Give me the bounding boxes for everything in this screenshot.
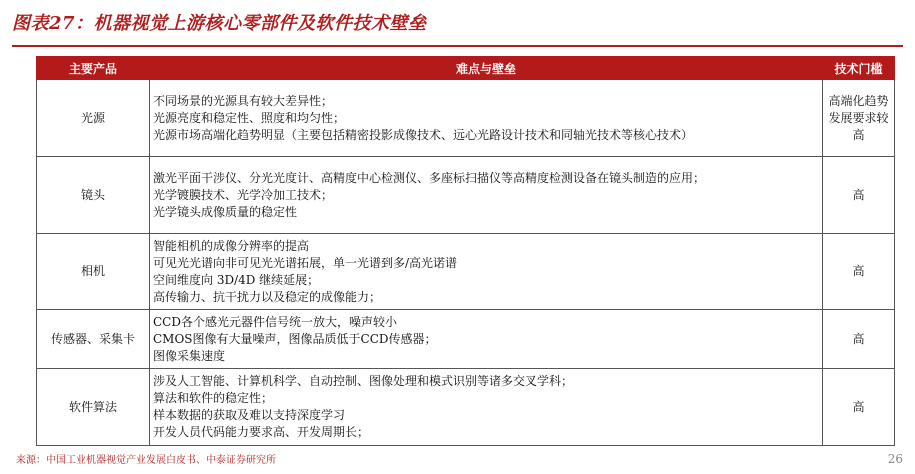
product-cell: 相机 bbox=[37, 234, 150, 310]
difficulties-cell bbox=[150, 369, 823, 446]
difficulty-line: CMOS图像有大量噪声，图像品质低于CCD传感器； bbox=[153, 331, 437, 346]
threshold-cell: 高 bbox=[823, 234, 895, 310]
header-difficulties: 难点与壁垒 bbox=[150, 57, 823, 80]
difficulty-line: 涉及人工智能、计算机科学、自动控制、图像处理和模式识别等诸多交叉学科； bbox=[153, 374, 574, 388]
difficulty-line: 开发人员代码能力要求高、开发周期长； bbox=[153, 425, 370, 439]
product-cell: 软件算法 bbox=[37, 369, 150, 446]
difficulty-line: 光学镀膜技术、光学冷加工技术； bbox=[153, 187, 334, 202]
header-threshold: 技术门槛 bbox=[823, 57, 895, 80]
difficulty-line: 光源亮度和稳定性、照度和均匀性； bbox=[153, 110, 346, 125]
difficulty-line: 图像采集速度 bbox=[153, 348, 226, 363]
difficulty-line: 激光平面干涉仪、分光光度计、高精度中心检测仪、多座标扫描仪等高精度检测设备在镜头制造的应用； bbox=[153, 170, 706, 185]
difficulties-cell bbox=[150, 157, 823, 234]
difficulties-cell bbox=[150, 310, 823, 369]
title-divider bbox=[12, 45, 903, 47]
table-row bbox=[37, 369, 895, 446]
table-row bbox=[37, 310, 895, 369]
barriers-table bbox=[36, 56, 895, 446]
difficulties-cell bbox=[150, 234, 823, 310]
difficulty-line: 样本数据的获取及难以支持深度学习 bbox=[153, 408, 346, 422]
difficulty-line: 光学镜头成像质量的稳定性 bbox=[153, 204, 298, 219]
product-cell: 传感器、采集卡 bbox=[37, 310, 150, 369]
source-note: 来源：中国工业机器视觉产业发展白皮书、中泰证券研究所 bbox=[16, 455, 276, 466]
page-number: 26 bbox=[887, 452, 903, 466]
difficulty-line: 可见光光谱向非可见光光谱拓展，单一光谱到多/高光诺谱 bbox=[153, 255, 458, 270]
threshold-cell: 高 bbox=[823, 157, 895, 234]
table-row bbox=[37, 234, 895, 310]
header-product: 主要产品 bbox=[37, 57, 150, 80]
product-cell: 镜头 bbox=[37, 157, 150, 234]
table-row bbox=[37, 157, 895, 234]
difficulty-line: 高传输力、抗干扰力以及稳定的成像能力； bbox=[153, 289, 382, 304]
difficulty-line: 空间维度向 3D/4D 继续延展； bbox=[153, 272, 320, 287]
difficulty-line: CCD各个感光元器件信号统一放大，噪声较小 bbox=[153, 314, 397, 329]
table-row bbox=[37, 80, 895, 157]
difficulty-line: 算法和软件的稳定性； bbox=[153, 391, 274, 405]
difficulty-line: 不同场景的光源具有较大差异性； bbox=[153, 93, 334, 108]
figure-title: 图表27：机器视觉上游核心零部件及软件技术壁垒 bbox=[12, 13, 427, 34]
table-header-row bbox=[37, 57, 895, 80]
threshold-cell: 高 bbox=[823, 310, 895, 369]
difficulty-line: 光源市场高端化趋势明显（主要包括精密投影成像技术、远心光路设计技术和同轴光技术等核心技术） bbox=[153, 127, 694, 142]
threshold-cell: 高 bbox=[823, 369, 895, 446]
threshold-cell: 高端化趋势发展要求较高 bbox=[823, 80, 895, 157]
difficulty-line: 智能相机的成像分辨率的提高 bbox=[153, 238, 310, 253]
product-cell: 光源 bbox=[37, 80, 150, 157]
difficulties-cell bbox=[150, 80, 823, 157]
